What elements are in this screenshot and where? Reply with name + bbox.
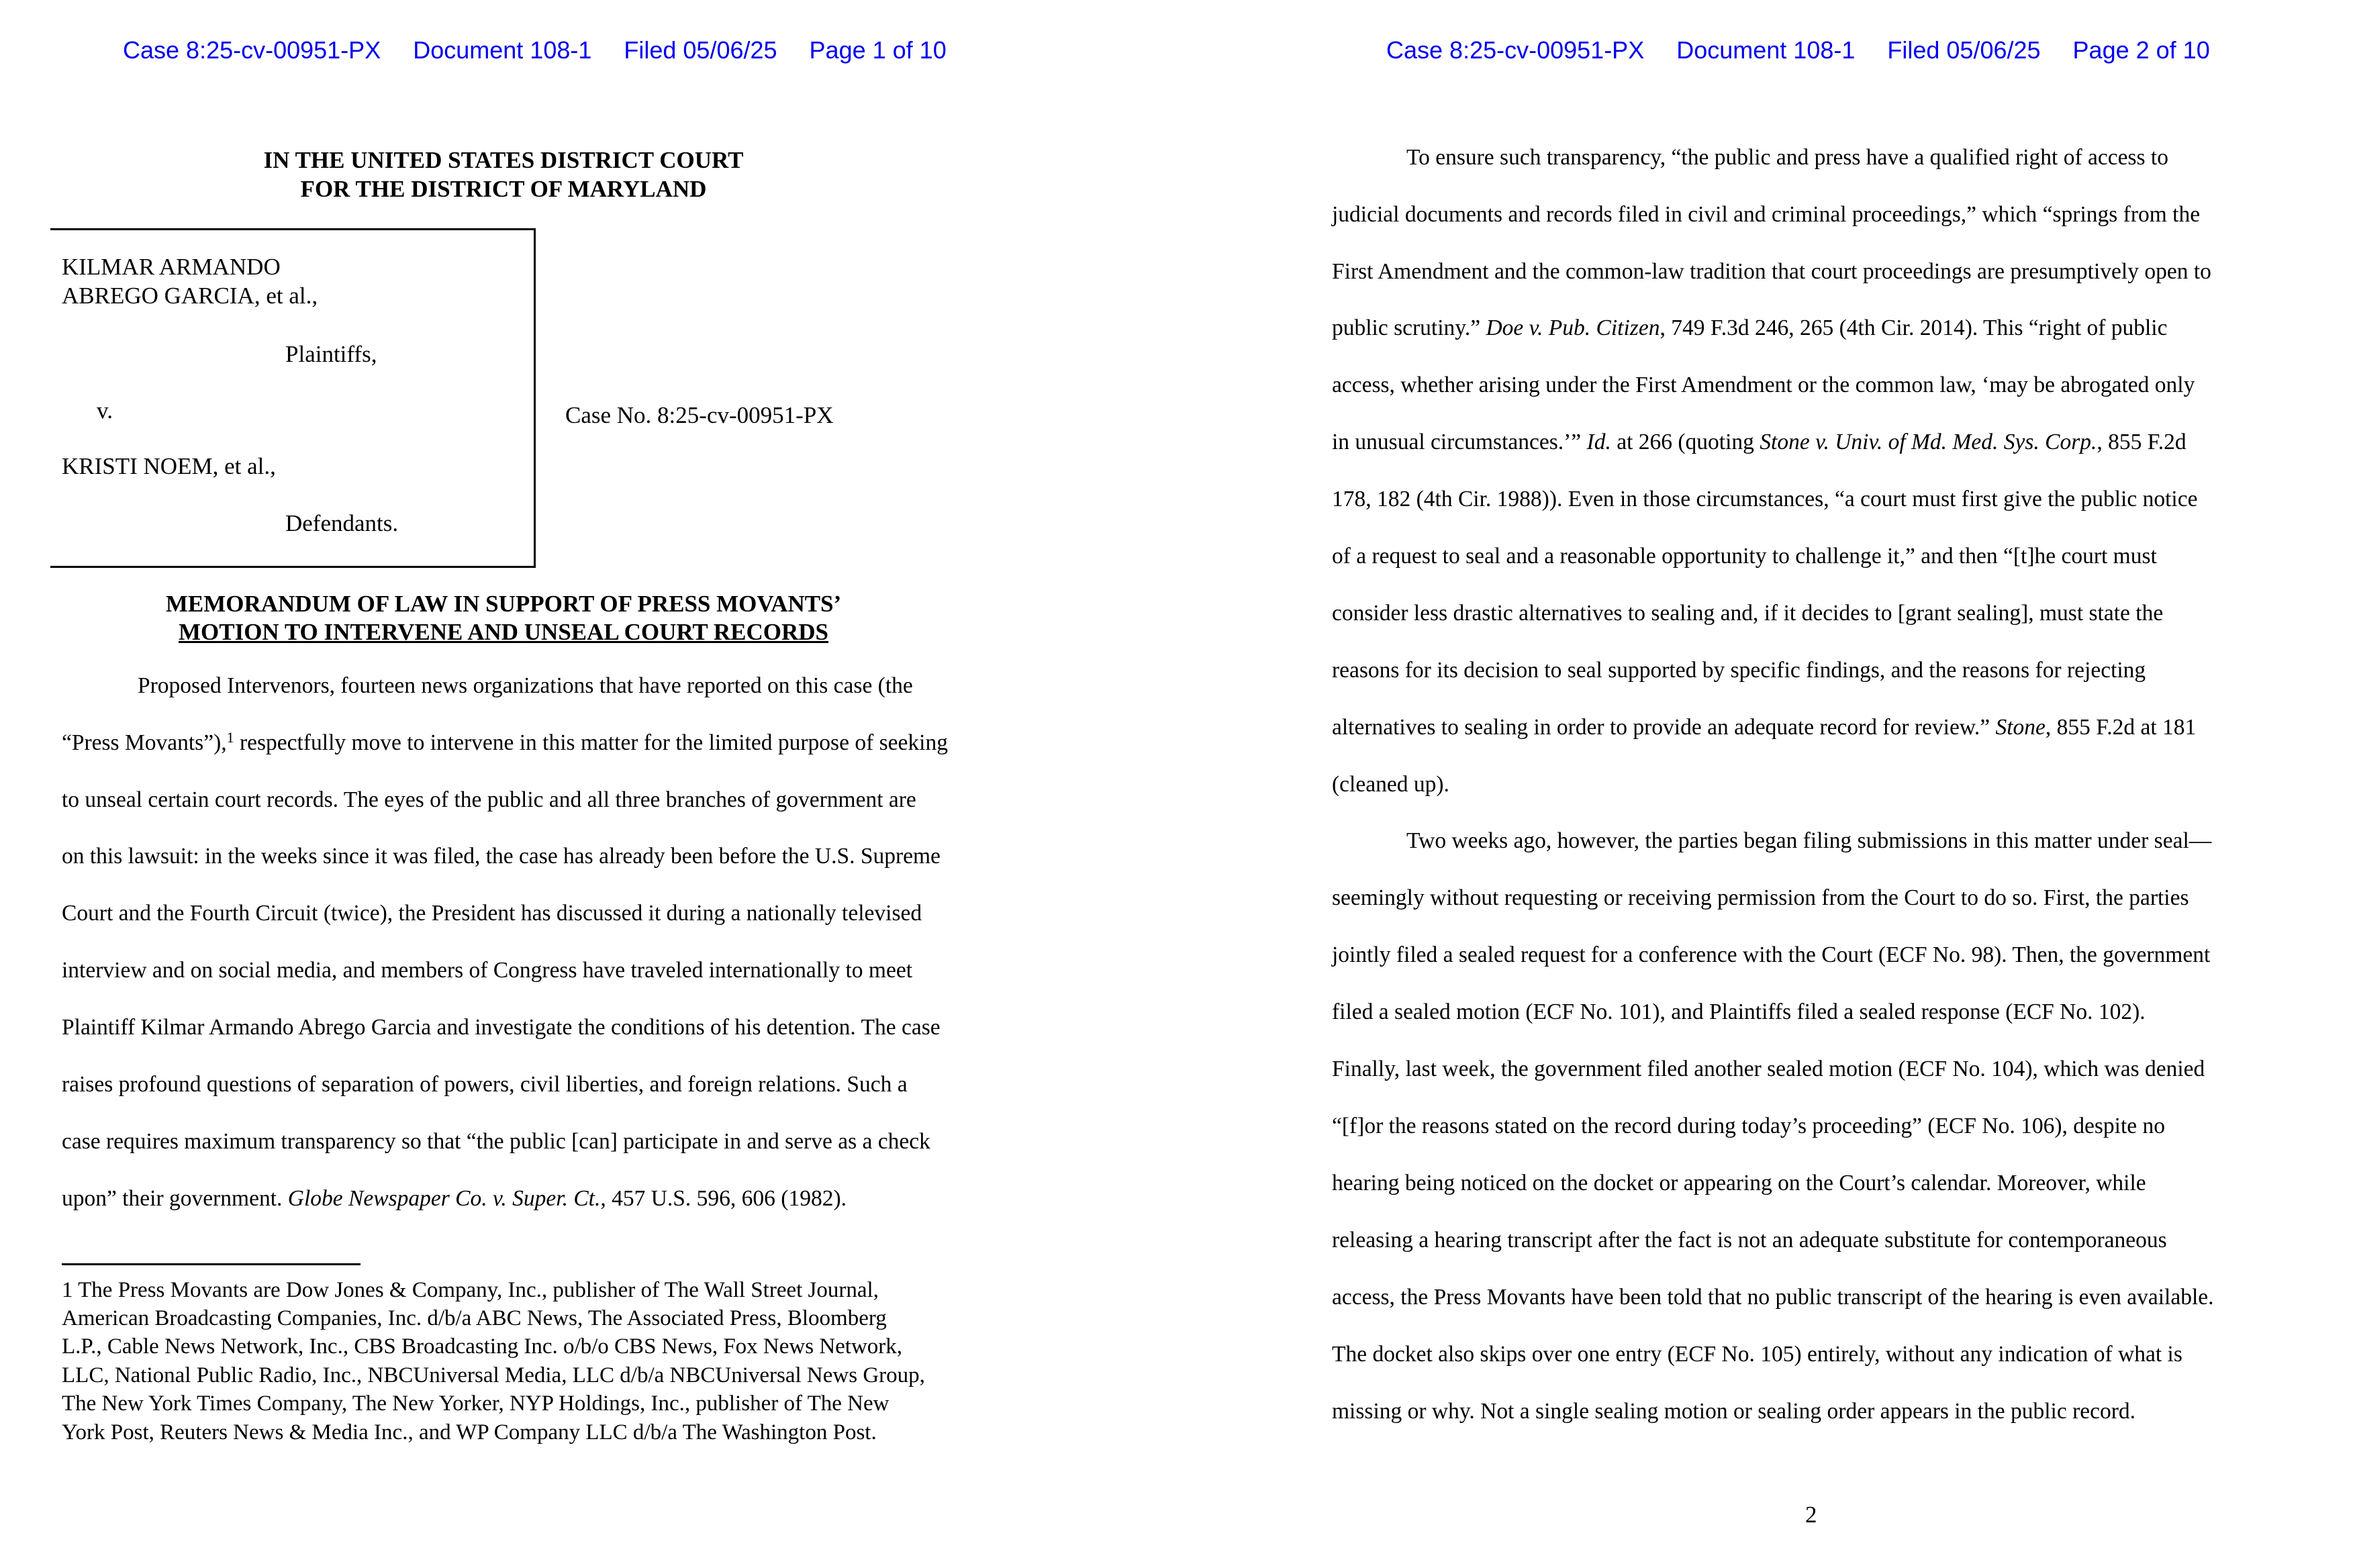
footnote-line: 1 The Press Movants are Dow Jones & Company, Inc., publisher of The Wall Street Journal, [62,1278,879,1302]
header-filed-date: Filed 05/06/25 [1887,36,2041,64]
body-line: of a request to seal and a reasonable opportunity to challenge it,” and then “[t]he court must [1332,544,2157,569]
body-line: The docket also skips over one entry (ECF No. 105) entirely, without any indication of what is [1332,1342,2182,1367]
body-line: (cleaned up). [1332,772,1449,797]
body-line: case requires maximum transparency so that “the public [can] participate in and serve as a check [62,1129,930,1154]
defendant-name: KRISTI NOEM, et al., [62,453,276,479]
body-line: Proposed Intervenors, fourteen news organizations that have reported on this case (the [138,673,913,698]
body-line: on this lawsuit: in the weeks since it was filed, the case has already been before the U.S. Supreme [62,844,941,869]
body-line: 178, 182 (4th Cir. 1988)). Even in those circumstances, “a court must first give the public notice [1332,487,2198,511]
body-line: To ensure such transparency, “the public and press have a qualified right of access to [1406,145,2168,170]
body-text: at 266 (quoting [1611,430,1760,454]
header-page-count: Page 1 of 10 [809,36,947,64]
header-case-number: Case 8:25-cv-00951-PX [123,36,381,64]
body-line: missing or why. Not a single sealing motion or sealing order appears in the public record. [1332,1399,2136,1424]
body-line: raises profound questions of separation of powers, civil liberties, and foreign relations. Such a [62,1072,908,1097]
body-line: Court and the Fourth Circuit (twice), the President has discussed it during a nationally televised [62,901,922,926]
body-text: , 855 F.2d at 181 [2045,715,2197,740]
footnote-line: L.P., Cable News Network, Inc., CBS Broadcasting Inc. o/b/o CBS News, Fox News Network, [62,1334,903,1359]
body-text: , 855 F.2d [2097,430,2186,454]
body-text: public scrutiny.” [1332,315,1486,340]
page-header [1386,36,2242,64]
body-line: interview and on social media, and members of Congress have traveled internationally to meet [62,958,913,983]
plaintiff-name-line-1: KILMAR ARMANDO [62,254,281,280]
header-page-count: Page 2 of 10 [2072,36,2210,64]
page-number: 2 [1805,1502,1817,1528]
body-line: consider less drastic alternatives to sealing and, if it decides to [grant sealing], must state the [1332,601,2164,626]
body-line: access, whether arising under the First Amendment or the common law, ‘may be abrogated only [1332,373,2195,397]
body-line [1332,315,2167,341]
case-citation: Id. [1586,430,1611,454]
body-line: releasing a hearing transcript after the fact is not an adequate substitute for contemporaneous [1332,1228,2167,1253]
body-text: in unusual circumstances.’” [1332,430,1587,454]
body-text: upon” their government. [62,1186,288,1211]
body-text: “Press Movants”), [62,730,227,755]
body-line: filed a sealed motion (ECF No. 101), and Plaintiffs filed a sealed response (ECF No. 102). [1332,999,2146,1024]
header-document-number: Document 108-1 [1676,36,1856,64]
body-text: respectfully move to intervene in this matter for the limited purpose of seeking [234,730,948,755]
footnote-line: American Broadcasting Companies, Inc. d/b/a ABC News, The Associated Press, Bloomberg [62,1306,887,1330]
body-line: judicial documents and records filed in civil and criminal proceedings,” which “springs from the [1332,202,2201,227]
document-page-2 [1178,0,2355,1568]
body-line [62,730,948,756]
body-line: to unseal certain court records. The eyes of the public and all three branches of government are [62,787,916,812]
body-line: Finally, last week, the government filed another sealed motion (ECF No. 104), which was denied [1332,1057,2205,1081]
memorandum-title-line-1: MEMORANDUM OF LAW IN SUPPORT OF PRESS MOVANTS’ [165,591,842,617]
body-line: First Amendment and the common-law tradition that court proceedings are presumptively open to [1332,259,2211,284]
footnote-line: York Post, Reuters News & Media Inc., and WP Company LLC d/b/a The Washington Post. [62,1420,877,1444]
case-citation: Stone [1995,715,2046,740]
body-line: jointly filed a sealed request for a conference with the Court (ECF No. 98). Then, the government [1332,942,2211,967]
case-citation: Stone v. Univ. of Md. Med. Sys. Corp. [1760,430,2097,454]
footnote-line: The New York Times Company, The New Yorker, NYP Holdings, Inc., publisher of The New [62,1391,890,1416]
defendants-label: Defendants. [285,510,399,536]
header-case-number: Case 8:25-cv-00951-PX [1386,36,1645,64]
footnote-reference: 1 [226,729,234,746]
court-name-line-2: FOR THE DISTRICT OF MARYLAND [300,176,707,202]
body-line: “[f]or the reasons stated on the record during today’s proceeding” (ECF No. 106), despite no [1332,1114,2166,1138]
body-line: reasons for its decision to seal supported by specific findings, and the reasons for rejecting [1332,658,2146,683]
plaintiff-name-line-2: ABREGO GARCIA, et al., [62,283,318,309]
body-line [62,1186,847,1212]
court-name-line-1: IN THE UNITED STATES DISTRICT COURT [263,147,744,173]
body-line [1332,430,2186,455]
body-line: Two weeks ago, however, the parties began filing submissions in this matter under seal— [1406,828,2212,853]
case-citation: Globe Newspaper Co. v. Super. Ct. [287,1186,601,1211]
body-text: alternatives to sealing in order to provide an adequate record for review.” [1332,715,1996,740]
case-number: Case No. 8:25-cv-00951-PX [565,402,834,428]
plaintiffs-label: Plaintiffs, [285,341,377,367]
header-document-number: Document 108-1 [413,36,592,64]
body-line: seemingly without requesting or receiving permission from the Court to do so. First, the parties [1332,885,2189,910]
case-citation: Doe v. Pub. Citizen [1486,315,1660,340]
header-filed-date: Filed 05/06/25 [624,36,777,64]
body-line [1332,715,2196,740]
body-line: hearing being noticed on the docket or appearing on the Court’s calendar. Moreover, while [1332,1171,2146,1195]
body-line: access, the Press Movants have been told that no public transcript of the hearing is even available. [1332,1285,2214,1310]
page-header [123,36,979,64]
versus-label: v. [97,397,113,424]
body-text: , 457 U.S. 596, 606 (1982). [600,1186,847,1211]
body-text: , 749 F.3d 246, 265 (4th Cir. 2014). This “right of public [1660,315,2168,340]
footnote-line: LLC, National Public Radio, Inc., NBCUniversal Media, LLC d/b/a NBCUniversal News Group, [62,1363,925,1387]
body-line: Plaintiff Kilmar Armando Abrego Garcia and investigate the conditions of his detention. The case [62,1015,941,1040]
memorandum-title-line-2: MOTION TO INTERVENE AND UNSEAL COURT RECORDS [178,619,829,645]
footnote-divider [62,1263,361,1265]
